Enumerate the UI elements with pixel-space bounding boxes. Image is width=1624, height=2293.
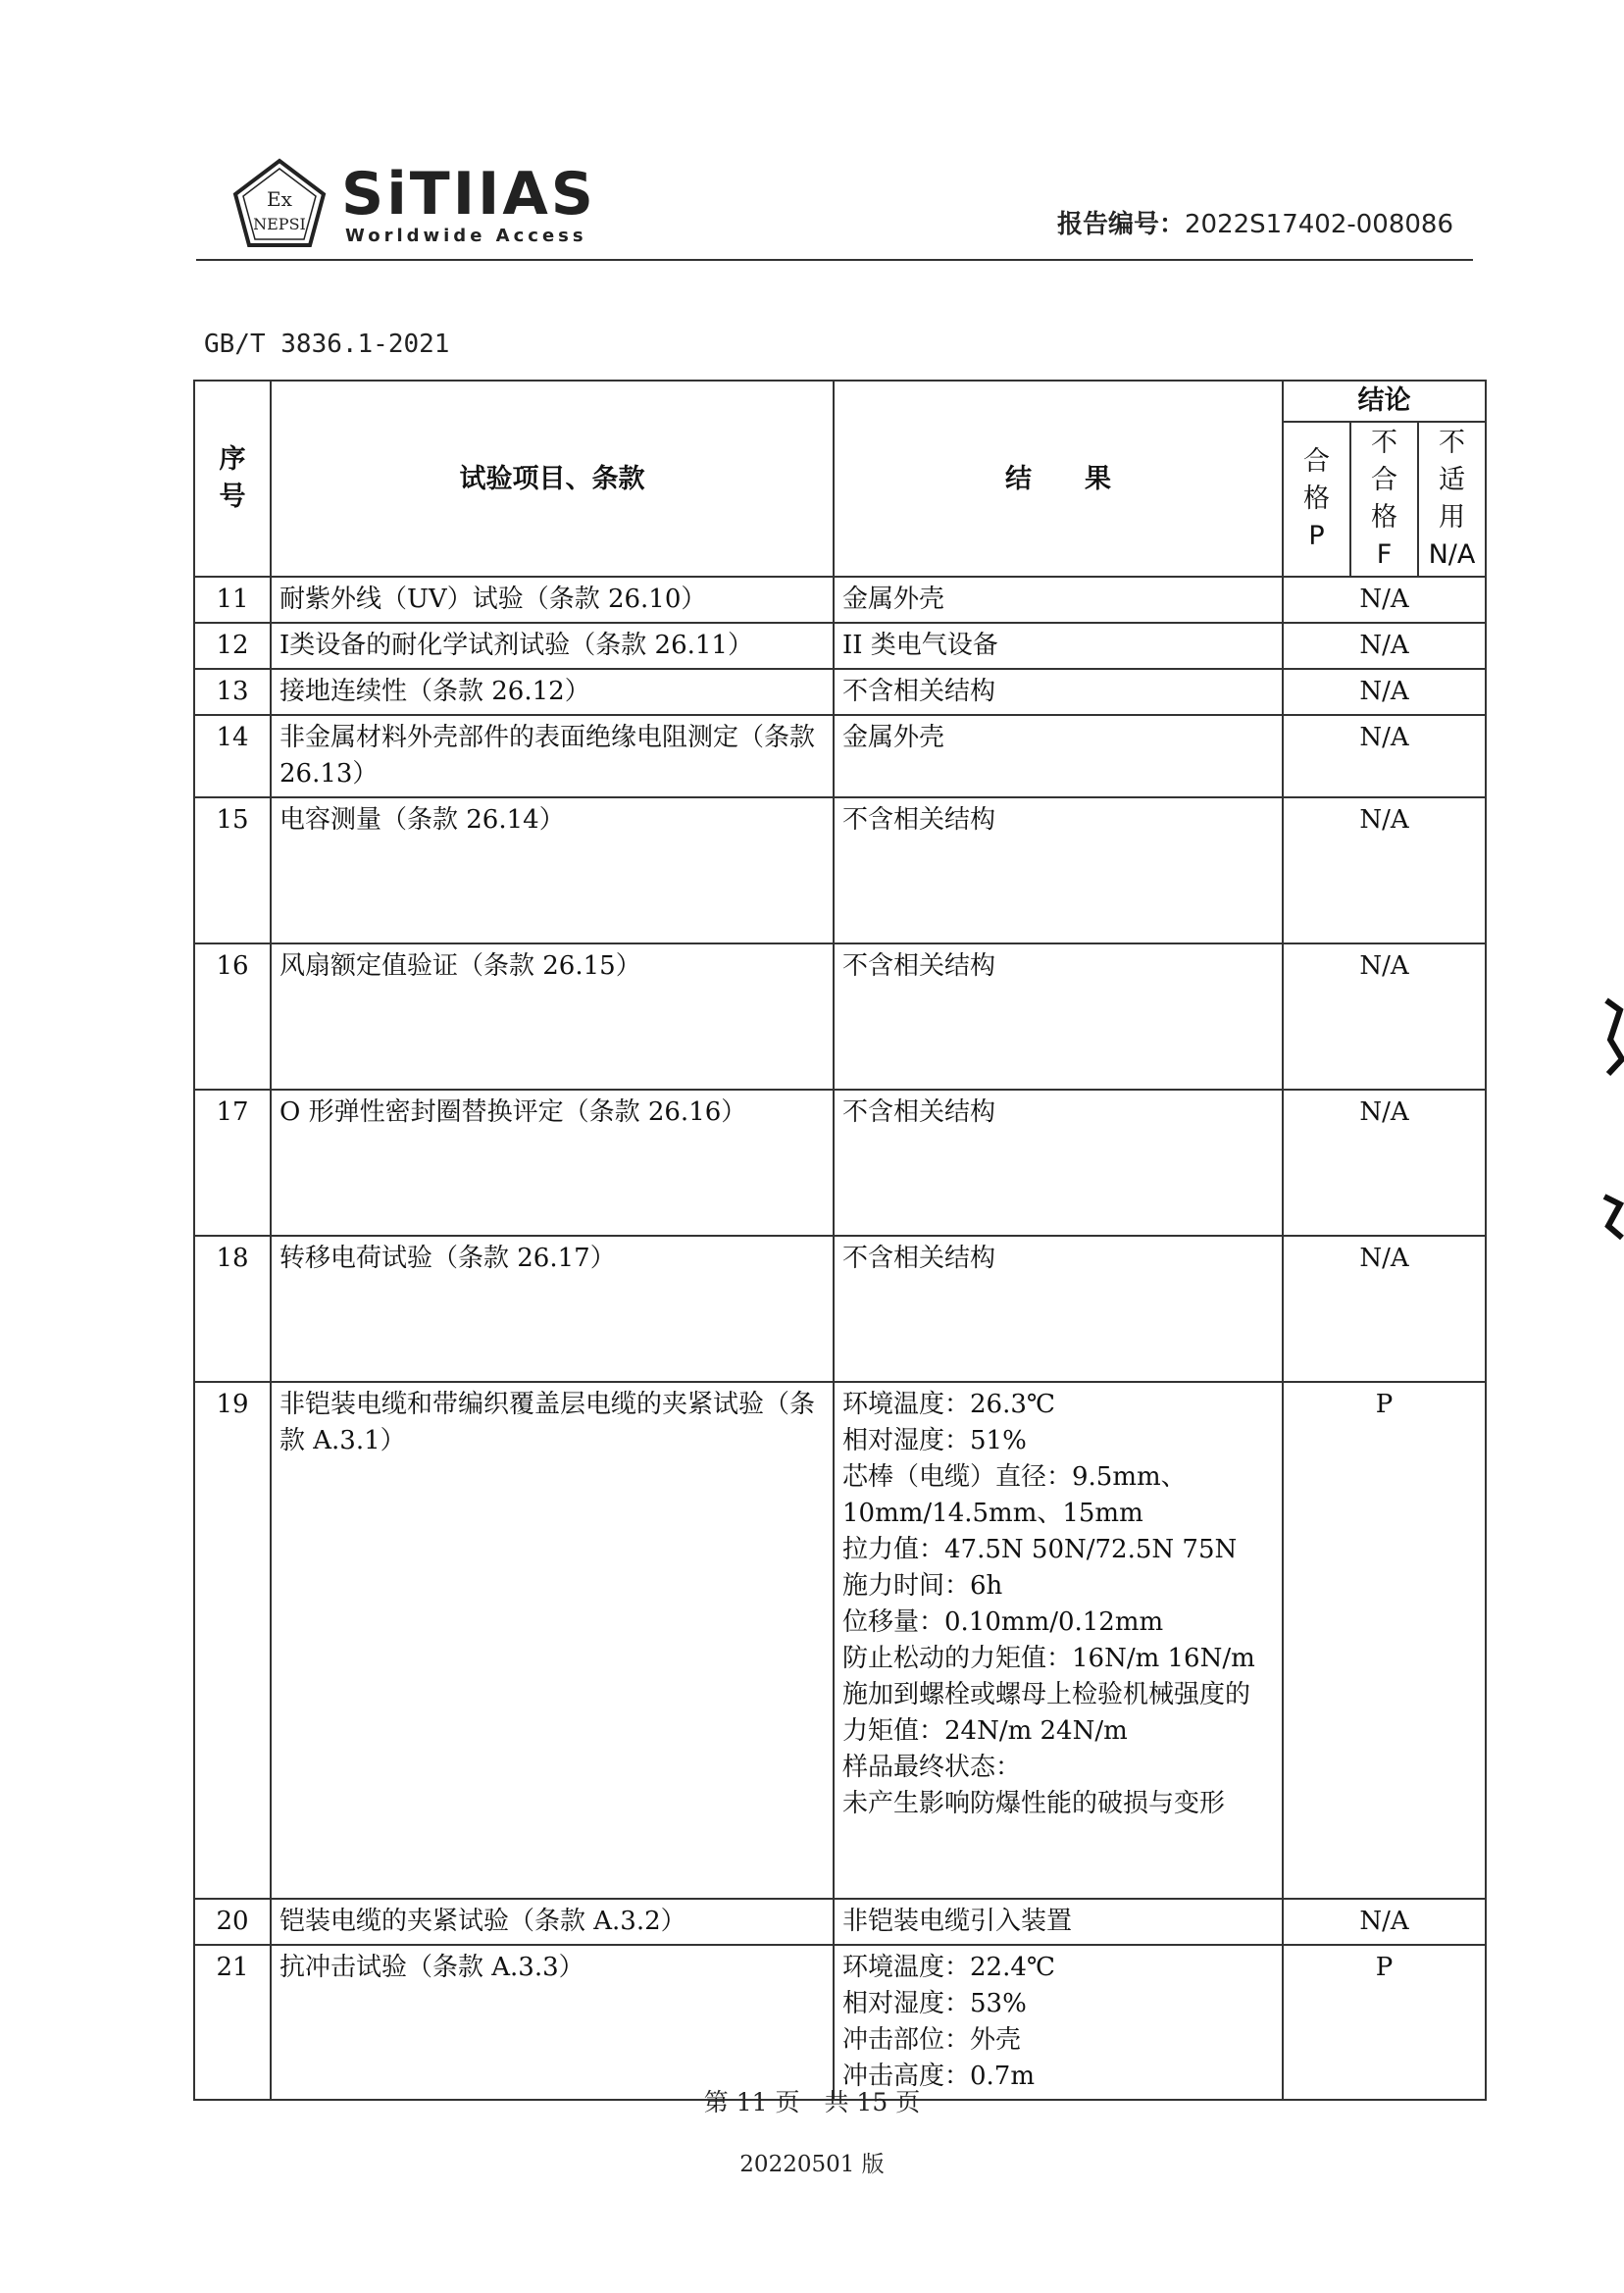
row-result [834, 1236, 1283, 1382]
header-na-char: 用 [1439, 502, 1465, 533]
test-results-table [193, 380, 1487, 2101]
header-na-char: 不 [1439, 428, 1465, 458]
row-verdict: N/A [1283, 797, 1486, 943]
row-item: 非铠装电缆和带编织覆盖层电缆的夹紧试验（条款 A.3.1） [271, 1382, 834, 1899]
result-line: II 类电气设备 [842, 631, 998, 660]
header-na-char: 适 [1439, 465, 1465, 495]
logo-nepsi-text: NEPSI [253, 215, 306, 233]
standard-code: GB/T 3836.1-2021 [204, 330, 450, 359]
row-no: 18 [194, 1236, 271, 1382]
result-line: 不含相关结构 [842, 677, 996, 706]
header-item: 试验项目、条款 [271, 381, 834, 577]
row-no: 13 [194, 669, 271, 715]
table-row [194, 577, 1486, 623]
row-no: 15 [194, 797, 271, 943]
row-result [834, 715, 1283, 797]
form-version: 20220501 版 [739, 2152, 885, 2177]
result-line: 拉力值：47.5N 50N/72.5N 75N [842, 1535, 1238, 1564]
row-verdict: N/A [1283, 943, 1486, 1090]
table-row [194, 715, 1486, 797]
result-line: 相对湿度：53% [842, 1989, 1027, 2018]
result-line: 金属外壳 [842, 585, 945, 614]
result-line: 金属外壳 [842, 723, 945, 752]
table-row [194, 1945, 1486, 2100]
result-line: 冲击部位：外壳 [842, 2025, 1022, 2055]
table-row [194, 1382, 1486, 1899]
report-number-value: 2022S17402-008086 [1184, 210, 1453, 239]
row-item: 非金属材料外壳部件的表面绝缘电阻测定（条款 26.13） [271, 715, 834, 797]
row-no: 19 [194, 1382, 271, 1899]
row-result [834, 577, 1283, 623]
table-row [194, 943, 1486, 1090]
row-item: Ⅰ类设备的耐化学试剂试验（条款 26.11） [271, 623, 834, 669]
row-result [834, 623, 1283, 669]
row-result [834, 797, 1283, 943]
result-line: 相对湿度：51% [842, 1426, 1027, 1455]
result-line: 位移量：0.10mm/0.12mm [842, 1607, 1164, 1637]
row-result [834, 1382, 1283, 1899]
brand-logo: SiTIIAS [341, 160, 597, 229]
row-no: 17 [194, 1090, 271, 1236]
result-line: 防止松动的力矩值：16N/m 16N/m [842, 1644, 1255, 1673]
row-verdict: N/A [1283, 715, 1486, 797]
header-result: 结 果 [834, 381, 1283, 577]
row-no: 20 [194, 1899, 271, 1945]
table-row [194, 1236, 1486, 1382]
table-row [194, 797, 1486, 943]
row-item: 风扇额定值验证（条款 26.15） [271, 943, 834, 1090]
row-item: 接地连续性（条款 26.12） [271, 669, 834, 715]
table-row [194, 669, 1486, 715]
report-number [1057, 204, 1453, 240]
page-number: 第 11 页 共 15 页 [703, 2088, 921, 2116]
header-fail-char: 不 [1371, 428, 1397, 458]
row-item: 电容测量（条款 26.14） [271, 797, 834, 943]
result-line: 环境温度：22.4℃ [842, 1953, 1055, 1982]
row-verdict: N/A [1283, 1236, 1486, 1382]
stamp-edge-mark [1597, 981, 1624, 1275]
header-fail [1350, 422, 1418, 577]
row-verdict: N/A [1283, 669, 1486, 715]
row-verdict: P [1283, 1382, 1486, 1899]
header-pass-char: 格 [1303, 484, 1330, 514]
result-line: 冲击高度：0.7m [842, 2062, 1036, 2091]
header-pass-char: P [1308, 521, 1325, 551]
report-header [196, 147, 1471, 263]
row-item: O 形弹性密封圈替换评定（条款 26.16） [271, 1090, 834, 1236]
header-fail-char: 合 [1371, 465, 1397, 495]
result-line: 不含相关结构 [842, 1097, 996, 1127]
table-row [194, 623, 1486, 669]
row-no: 16 [194, 943, 271, 1090]
header-na-char: N/A [1428, 539, 1476, 570]
result-line: 不含相关结构 [842, 805, 996, 835]
result-line: 芯棒（电缆）直径：9.5mm、10mm/14.5mm、15mm [842, 1462, 1187, 1528]
result-line: 非铠装电缆引入装置 [842, 1907, 1073, 1936]
result-line: 施加到螺栓或螺母上检验机械强度的力矩值：24N/m 24N/m [842, 1680, 1251, 1746]
brand-tagline: Worldwide Access [345, 226, 587, 246]
header-pass [1283, 422, 1350, 577]
header-no [194, 381, 271, 577]
row-verdict: N/A [1283, 577, 1486, 623]
header-no-text: 序号 [219, 444, 246, 512]
result-line: 不含相关结构 [842, 951, 996, 981]
ex-nepsi-logo [226, 155, 333, 253]
row-result [834, 943, 1283, 1090]
header-na [1418, 422, 1486, 577]
row-item: 抗冲击试验（条款 A.3.3） [271, 1945, 834, 2100]
header-fail-char: 格 [1371, 502, 1397, 533]
result-line: 样品最终状态： [842, 1753, 1022, 1782]
table-row [194, 1090, 1486, 1236]
header-pass-char: 合 [1303, 446, 1330, 477]
row-result [834, 1090, 1283, 1236]
row-no: 11 [194, 577, 271, 623]
table-row [194, 1899, 1486, 1945]
row-result [834, 669, 1283, 715]
row-no: 12 [194, 623, 271, 669]
row-verdict: N/A [1283, 1090, 1486, 1236]
row-verdict: P [1283, 1945, 1486, 2100]
row-item: 转移电荷试验（条款 26.17） [271, 1236, 834, 1382]
row-no: 21 [194, 1945, 271, 2100]
header-conclusion: 结论 [1283, 381, 1486, 422]
result-line: 环境温度：26.3℃ [842, 1390, 1055, 1419]
report-number-label: 报告编号： [1056, 210, 1185, 239]
header-divider [196, 259, 1473, 261]
row-verdict: N/A [1283, 623, 1486, 669]
row-item: 耐紫外线（UV）试验（条款 26.10） [271, 577, 834, 623]
row-result [834, 1945, 1283, 2100]
row-verdict: N/A [1283, 1899, 1486, 1945]
logo-ex-text: Ex [267, 187, 292, 211]
result-line: 未产生影响防爆性能的破损与变形 [842, 1789, 1226, 1818]
row-result [834, 1899, 1283, 1945]
result-line: 不含相关结构 [842, 1244, 996, 1273]
header-fail-char: F [1376, 539, 1393, 570]
result-line: 施力时间：6h [842, 1571, 1003, 1601]
row-no: 14 [194, 715, 271, 797]
row-item: 铠装电缆的夹紧试验（条款 A.3.2） [271, 1899, 834, 1945]
